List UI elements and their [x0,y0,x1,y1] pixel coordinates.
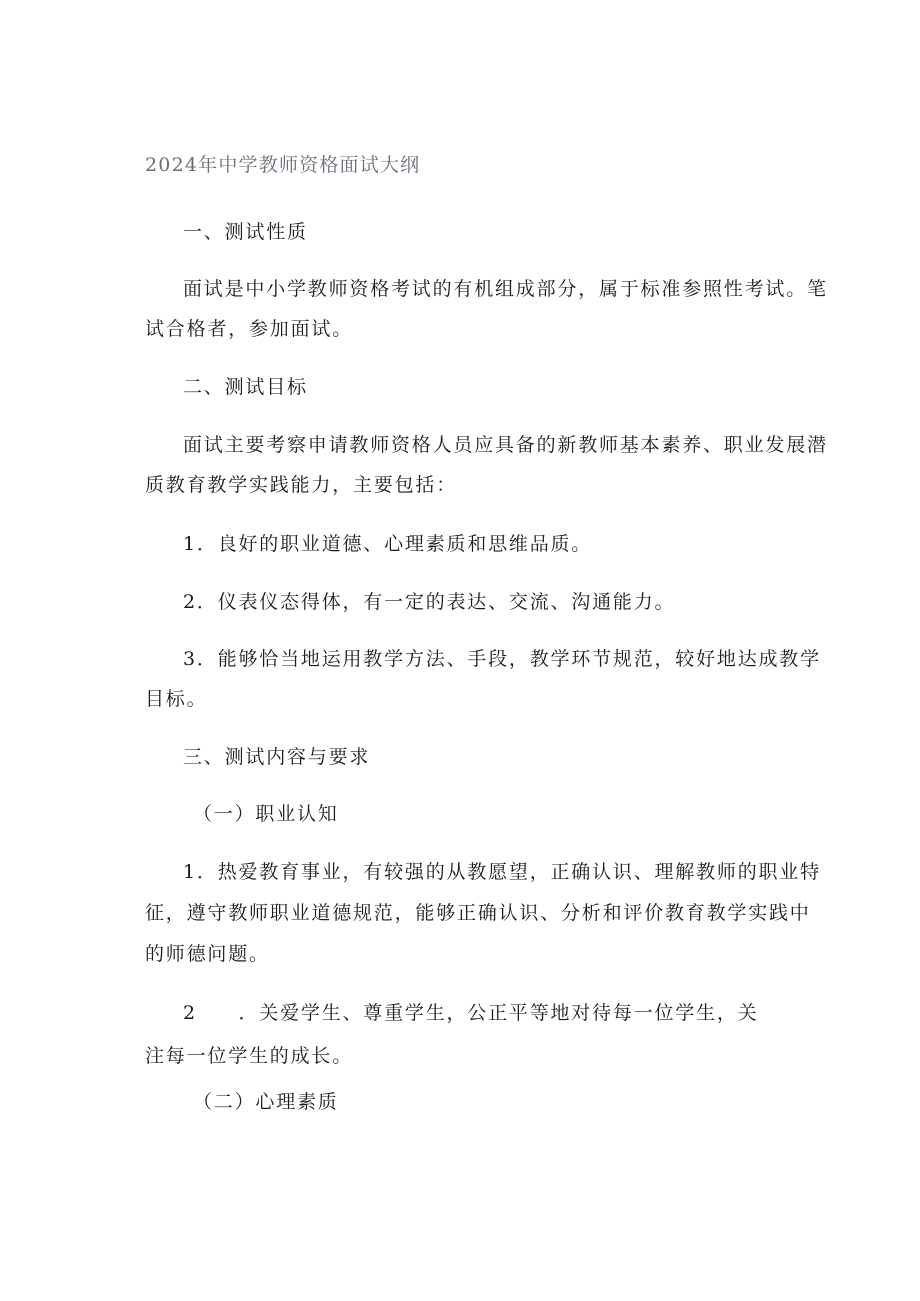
list-item: 1．热爱教育事业，有较强的从教愿望，正确认识、理解教师的职业特 [183,861,821,883]
section-heading: 三、测试内容与要求 [183,746,371,768]
paragraph-line: 质教育教学实践能力，主要包括： [145,474,458,496]
subsection-heading: （二）心理素质 [193,1091,339,1113]
list-item: 2．仪表仪态得体，有一定的表达、交流、沟通能力。 [183,591,676,613]
list-item-continuation: 注每一位学生的成长。 [145,1045,354,1067]
list-item: 1．良好的职业道德、心理素质和思维品质。 [183,533,593,555]
list-item: 3．能够恰当地运用教学方法、手段，教学环节规范，较好地达成教学 [183,648,821,670]
list-item-continuation: 的师德问题。 [145,943,270,965]
list-item-continuation: 目标。 [145,688,208,710]
section-heading: 二、测试目标 [183,376,308,398]
list-item-continuation: 征，遵守教师职业道德规范，能够正确认识、分析和评价教育教学实践中 [145,902,811,924]
paragraph-line: 面试主要考察申请教师资格人员应具备的新教师基本素养、职业发展潜 [183,434,828,456]
subsection-heading: （一）职业认知 [193,803,339,825]
list-item: 2 ．关爱学生、尊重学生，公正平等地对待每一位学生，关 [183,1002,759,1024]
paragraph-line: 试合格者，参加面试。 [145,318,354,340]
paragraph-line: 面试是中小学教师资格考试的有机组成部分，属于标准参照性考试。笔 [183,278,828,300]
document-title: 2024年中学教师资格面试大纲 [145,154,421,176]
section-heading: 一、测试性质 [183,221,308,243]
